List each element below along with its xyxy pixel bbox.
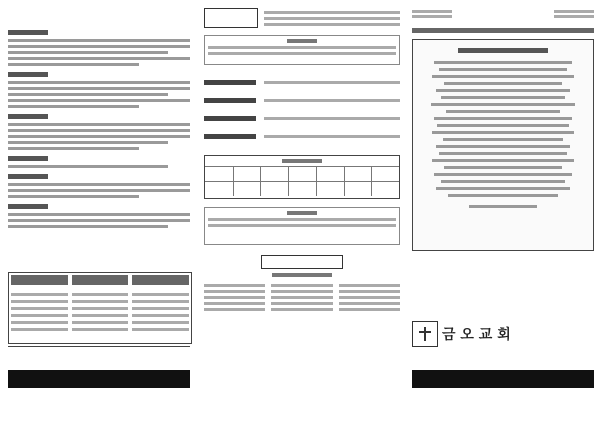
left-banner [8,370,190,388]
middle-column [204,8,400,354]
list-item [204,73,400,91]
list-item [204,109,400,127]
prayer-table [204,155,400,199]
church-name: 금 오 교 회 [442,327,511,343]
poem-box [412,39,594,251]
header-notes [264,8,400,29]
left-title [8,8,190,24]
dept-col-2 [72,289,129,335]
paragraph-1 [8,30,190,66]
paragraph-2 [8,72,190,108]
tithe-table [204,281,400,314]
verse-box [204,207,400,245]
dept-col-3 [132,289,189,335]
left-column [8,8,190,278]
tithe-subtitle [272,273,332,277]
notice-box [204,35,400,65]
paragraph-5 [8,174,190,198]
dept-head-3 [132,275,189,285]
right-banner [412,370,594,388]
issue-meta [412,8,594,24]
tithe-title [261,255,343,269]
dept-head-2 [72,275,129,285]
theme-line [412,28,594,33]
list-item [204,127,400,145]
list-item [204,91,400,109]
schedule-list [204,73,400,145]
left-footer-line [8,346,190,354]
paragraph-3 [8,114,190,150]
section-tag [204,8,258,28]
paragraph-6 [8,204,190,228]
dept-col-1 [11,289,68,335]
church-header [412,312,594,356]
dept-head-1 [11,275,68,285]
department-table [8,272,192,344]
paragraph-4 [8,156,190,168]
church-logo [412,321,438,347]
poem-title [458,48,548,53]
right-column [412,8,594,308]
